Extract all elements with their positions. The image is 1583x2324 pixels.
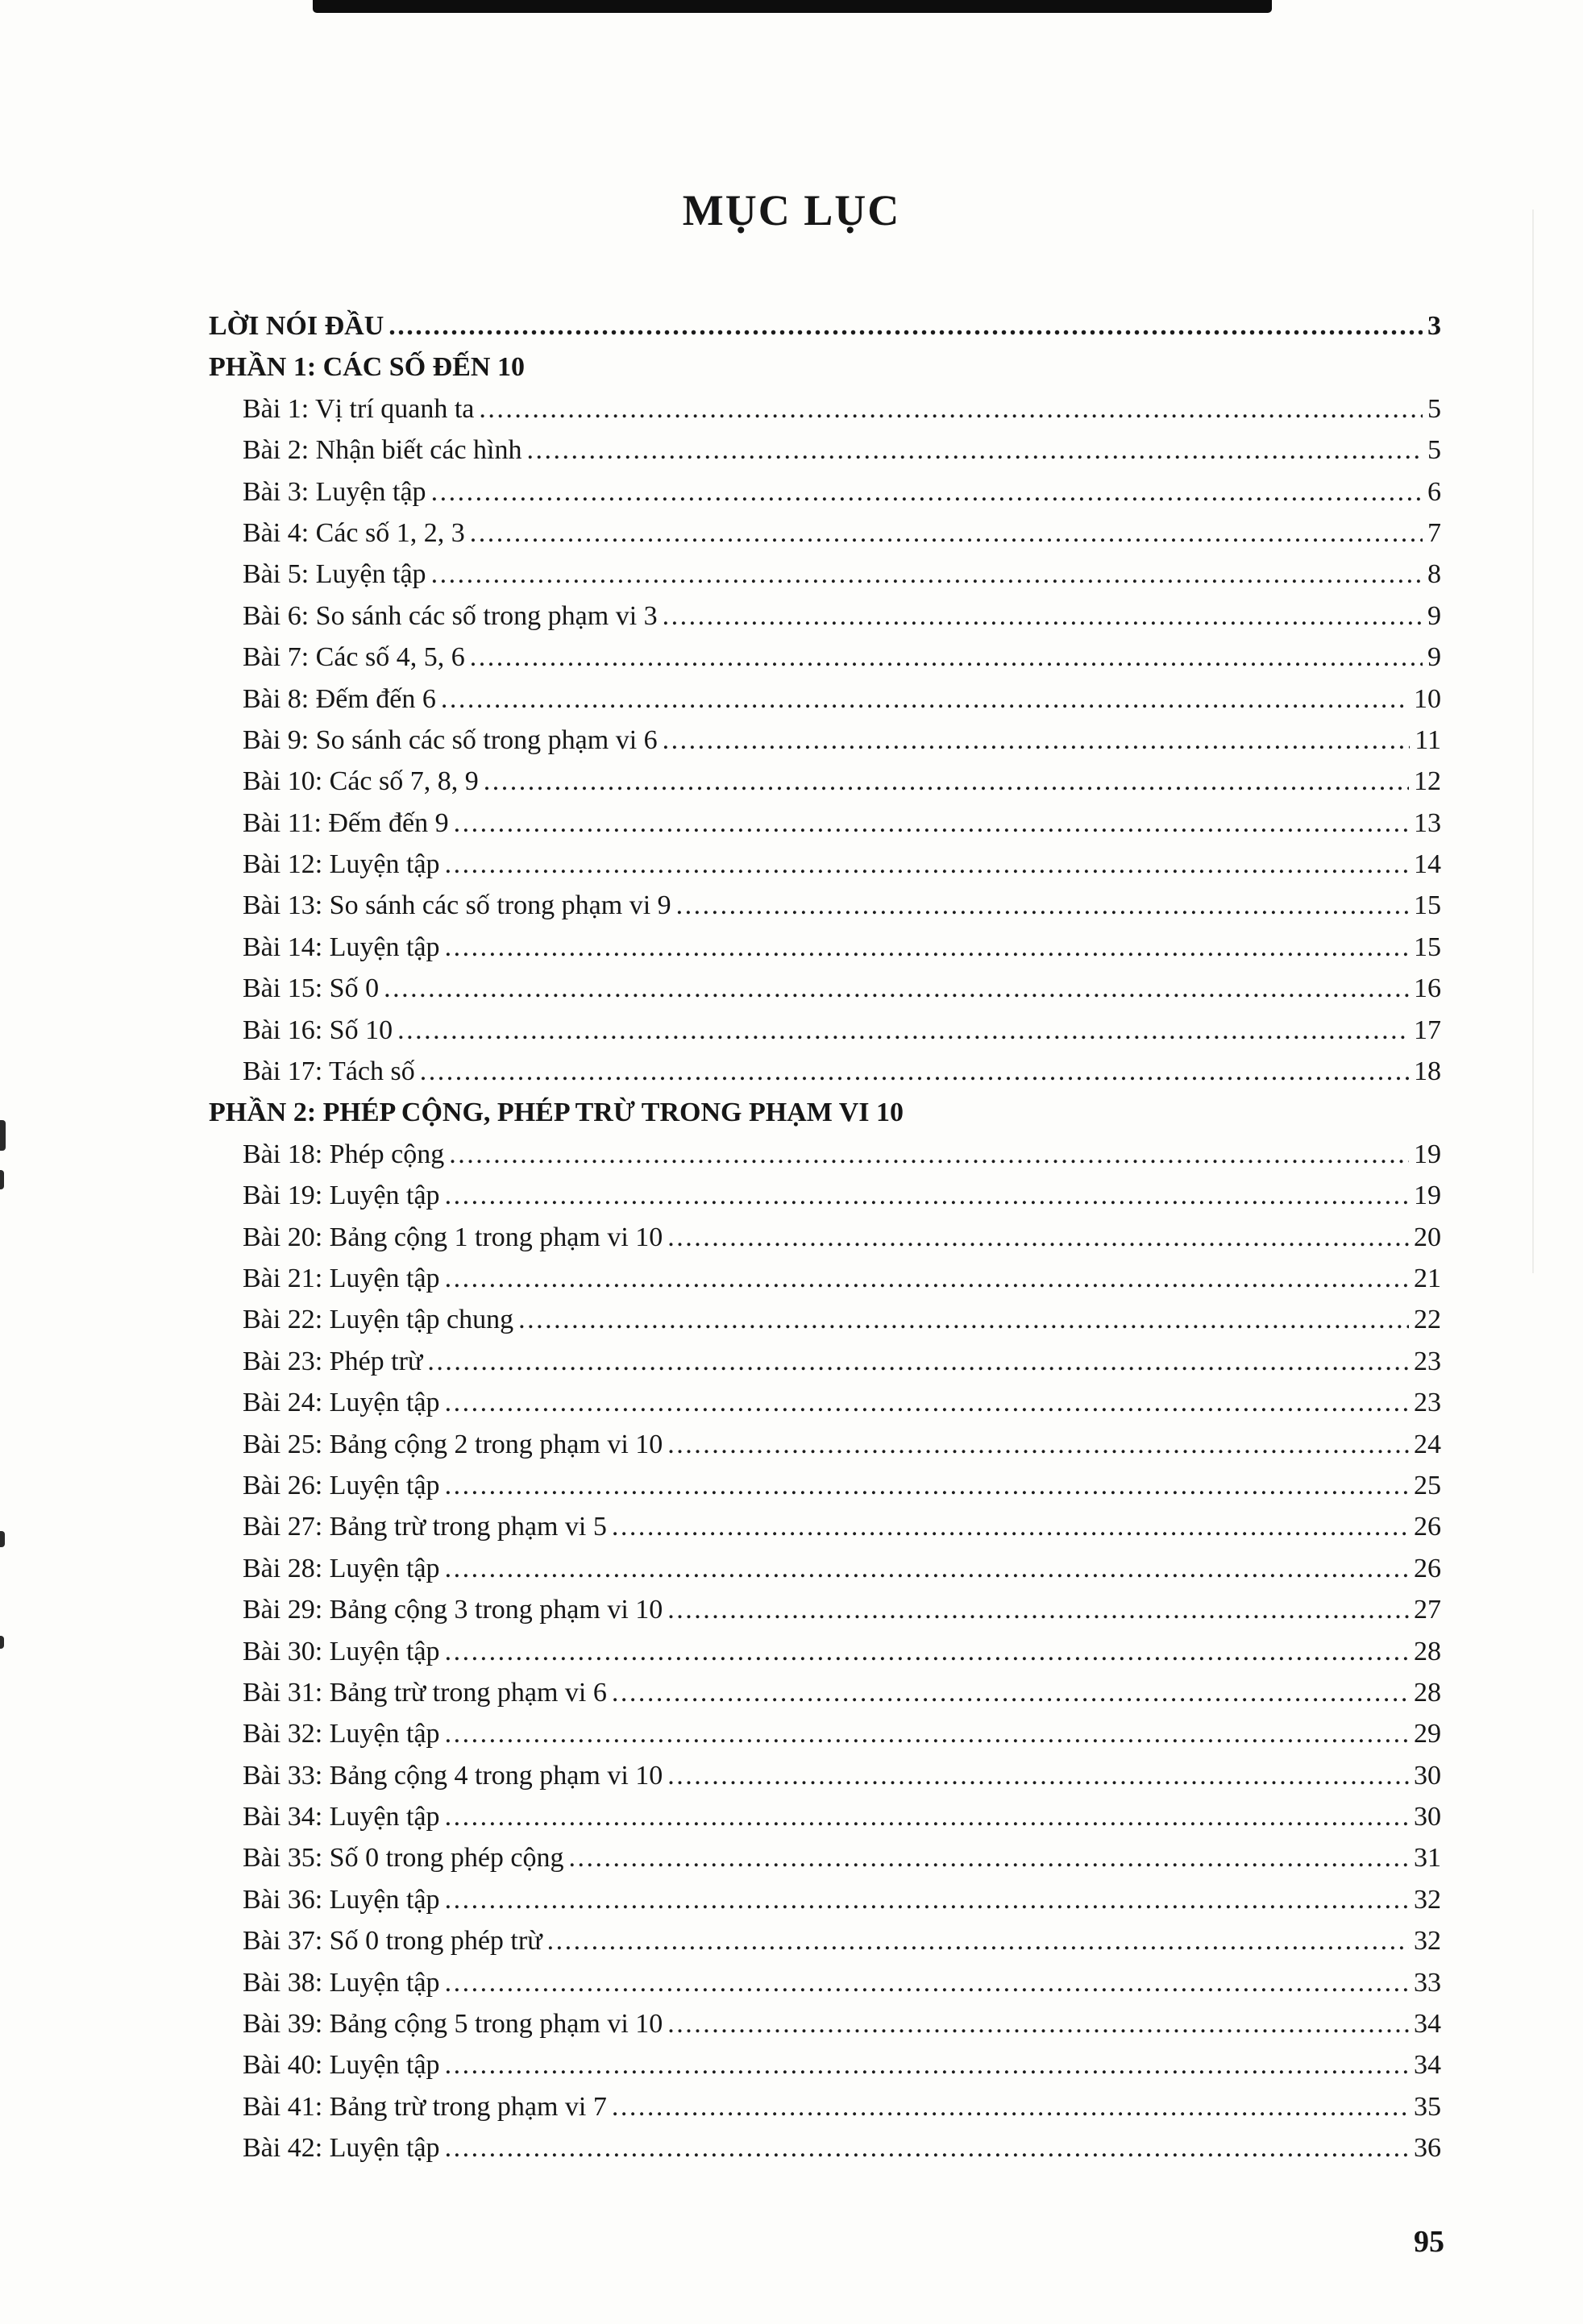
toc-row [209, 844, 1441, 885]
toc-entry-page: 8 [1427, 559, 1441, 590]
toc-dot-leader [612, 1672, 1409, 1713]
toc-entry-page: 26 [1414, 1512, 1441, 1542]
toc-entry-page: 30 [1414, 1802, 1441, 1832]
toc-row [209, 305, 1441, 347]
toc-entry-page: 13 [1414, 807, 1441, 838]
toc-row [209, 1755, 1441, 1796]
toc-dot-leader [441, 679, 1409, 720]
toc-row [209, 2086, 1441, 2127]
toc-entry-label: PHẦN 2: PHÉP CỘNG, PHÉP TRỪ TRONG PHẠM VI 10 [209, 1098, 904, 1128]
toc-entry-page: 14 [1414, 849, 1441, 880]
toc-row [209, 471, 1441, 513]
toc-entry-page: 6 [1427, 476, 1441, 507]
toc-entry-label: Bài 30: Luyện tập [243, 1636, 440, 1666]
toc-entry-label: Bài 34: Luyện tập [243, 1802, 440, 1832]
toc-entry-label: Bài 19: Luyện tập [243, 1181, 440, 1211]
toc-entry-page: 23 [1414, 1388, 1441, 1418]
toc-row [209, 1092, 1441, 1133]
toc-entry-label: Bài 6: So sánh các số trong phạm vi 3 [243, 600, 658, 631]
toc-entry-page: 17 [1414, 1015, 1441, 1045]
toc-entry-page: 25 [1414, 1470, 1441, 1500]
toc-entry-label: Bài 1: Vị trí quanh ta [243, 393, 475, 424]
toc-entry-page: 24 [1414, 1429, 1441, 1459]
toc-row [209, 1589, 1441, 1630]
toc-dot-leader [445, 2044, 1409, 2085]
toc-dot-leader [445, 1713, 1409, 1754]
toc-entry-page: 10 [1414, 683, 1441, 714]
toc-dot-leader [667, 1589, 1409, 1630]
toc-row [209, 968, 1441, 1009]
toc-entry-page: 29 [1414, 1719, 1441, 1749]
toc-row [209, 1837, 1441, 1878]
toc-entry-page: 27 [1414, 1595, 1441, 1625]
toc-entry-label: Bài 39: Bảng cộng 5 trong phạm vi 10 [243, 2009, 663, 2040]
toc-entry-page: 9 [1427, 642, 1441, 673]
toc-entry-page: 3 [1427, 311, 1441, 341]
toc-row [209, 1465, 1441, 1506]
toc-dot-leader [667, 1755, 1409, 1796]
toc-entry-page: 32 [1414, 1884, 1441, 1915]
toc-row [209, 1382, 1441, 1423]
toc-entry-label: Bài 32: Luyện tập [243, 1719, 440, 1749]
toc-dot-leader [445, 2127, 1409, 2168]
toc-dot-leader [420, 1051, 1409, 1092]
toc-dot-leader [445, 1962, 1409, 2003]
toc-dot-leader [663, 596, 1423, 637]
toc-dot-leader [667, 2003, 1409, 2044]
toc-entry-label: Bài 15: Số 0 [243, 973, 380, 1004]
toc-row [209, 2003, 1441, 2044]
toc-entry-page: 7 [1427, 517, 1441, 548]
toc-row [209, 596, 1441, 637]
toc-dot-leader [388, 305, 1423, 347]
scan-top-edge-artifact [313, 0, 1272, 13]
toc-entry-label: Bài 16: Số 10 [243, 1015, 393, 1045]
toc-entry-page: 16 [1414, 973, 1441, 1004]
table-of-contents [209, 305, 1441, 2169]
toc-row [209, 1920, 1441, 1961]
toc-entry-label: Bài 35: Số 0 trong phép cộng [243, 1843, 564, 1874]
toc-entry-label: Bài 13: So sánh các số trong phạm vi 9 [243, 890, 671, 921]
toc-row [209, 388, 1441, 430]
toc-row [209, 1796, 1441, 1837]
toc-entry-label: Bài 8: Đếm đến 6 [243, 683, 436, 714]
toc-dot-leader [470, 513, 1423, 554]
toc-entry-page: 34 [1414, 2050, 1441, 2081]
toc-dot-leader [667, 1424, 1409, 1465]
toc-dot-leader [612, 1506, 1409, 1547]
toc-entry-page: 19 [1414, 1139, 1441, 1169]
toc-row [209, 1631, 1441, 1672]
scan-left-edge-mark [0, 1636, 4, 1649]
toc-row [209, 885, 1441, 926]
toc-entry-page: 35 [1414, 2091, 1441, 2122]
toc-entry-label: Bài 7: Các số 4, 5, 6 [243, 642, 465, 673]
toc-entry-label: Bài 20: Bảng cộng 1 trong phạm vi 10 [243, 1222, 663, 1252]
toc-row [209, 1506, 1441, 1547]
toc-row [209, 2127, 1441, 2168]
toc-dot-leader [527, 430, 1423, 471]
toc-entry-label: Bài 23: Phép trừ [243, 1346, 423, 1376]
toc-entry-label: Bài 28: Luyện tập [243, 1553, 440, 1583]
toc-entry-label: Bài 26: Luyện tập [243, 1470, 440, 1500]
toc-row [209, 637, 1441, 678]
toc-row [209, 803, 1441, 844]
toc-row [209, 2044, 1441, 2085]
toc-dot-leader [445, 1382, 1409, 1423]
toc-dot-leader [445, 1548, 1409, 1589]
toc-row [209, 1299, 1441, 1340]
toc-dot-leader [427, 1341, 1409, 1382]
toc-row [209, 1217, 1441, 1258]
toc-entry-label: Bài 14: Luyện tập [243, 932, 440, 962]
toc-entry-label: Bài 10: Các số 7, 8, 9 [243, 766, 479, 797]
page-title: MỤC LỤC [682, 186, 901, 234]
toc-dot-leader [449, 1134, 1409, 1175]
toc-row [209, 430, 1441, 471]
toc-row [209, 720, 1441, 761]
toc-entry-label: LỜI NÓI ĐẦU [209, 311, 384, 341]
toc-entry-page: 34 [1414, 2009, 1441, 2040]
toc-entry-page: 30 [1414, 1760, 1441, 1791]
toc-entry-label: Bài 22: Luyện tập chung [243, 1305, 514, 1335]
toc-row [209, 679, 1441, 720]
toc-entry-label: Bài 38: Luyện tập [243, 1967, 440, 1998]
toc-dot-leader [667, 1217, 1409, 1258]
toc-entry-label: Bài 41: Bảng trừ trong phạm vi 7 [243, 2091, 607, 2122]
toc-entry-page: 5 [1427, 435, 1441, 466]
toc-row [209, 1175, 1441, 1216]
toc-entry-label: Bài 5: Luyện tập [243, 559, 426, 590]
toc-entry-page: 23 [1414, 1346, 1441, 1376]
toc-entry-label: Bài 21: Luyện tập [243, 1263, 440, 1293]
toc-row [209, 1341, 1441, 1382]
toc-dot-leader [518, 1299, 1409, 1340]
toc-entry-page: 28 [1414, 1636, 1441, 1666]
toc-dot-leader [431, 471, 1423, 513]
toc-entry-label: Bài 3: Luyện tập [243, 476, 426, 507]
toc-entry-page: 26 [1414, 1553, 1441, 1583]
toc-entry-label: Bài 12: Luyện tập [243, 849, 440, 880]
toc-dot-leader [454, 803, 1409, 844]
toc-dot-leader [445, 1796, 1409, 1837]
toc-row [209, 1879, 1441, 1920]
toc-entry-page: 36 [1414, 2133, 1441, 2164]
toc-dot-leader [479, 388, 1423, 430]
toc-entry-label: Bài 36: Luyện tập [243, 1884, 440, 1915]
page-number: 95 [1414, 2225, 1444, 2259]
toc-row [209, 1258, 1441, 1299]
toc-entry-page: 32 [1414, 1926, 1441, 1957]
toc-entry-label: Bài 27: Bảng trừ trong phạm vi 5 [243, 1512, 607, 1542]
toc-entry-page: 20 [1414, 1222, 1441, 1252]
toc-entry-label: Bài 11: Đếm đến 9 [243, 807, 449, 838]
toc-row [209, 1962, 1441, 2003]
toc-entry-page: 33 [1414, 1967, 1441, 1998]
toc-entry-label: PHẦN 1: CÁC SỐ ĐẾN 10 [209, 352, 525, 383]
toc-entry-label: Bài 25: Bảng cộng 2 trong phạm vi 10 [243, 1429, 663, 1459]
toc-dot-leader [445, 927, 1409, 968]
toc-dot-leader [445, 1175, 1409, 1216]
toc-dot-leader [397, 1010, 1409, 1051]
toc-dot-leader [663, 720, 1411, 761]
toc-dot-leader [445, 1258, 1409, 1299]
toc-row [209, 1134, 1441, 1175]
toc-entry-page: 15 [1414, 932, 1441, 962]
toc-dot-leader [470, 637, 1423, 678]
toc-row [209, 1672, 1441, 1713]
scan-left-edge-mark [0, 1170, 4, 1189]
toc-dot-leader [445, 844, 1409, 885]
toc-entry-label: Bài 18: Phép cộng [243, 1139, 445, 1169]
toc-entry-label: Bài 24: Luyện tập [243, 1388, 440, 1418]
toc-entry-page: 5 [1427, 393, 1441, 424]
toc-entry-label: Bài 4: Các số 1, 2, 3 [243, 517, 465, 548]
toc-entry-page: 11 [1415, 724, 1441, 755]
toc-dot-leader [445, 1879, 1409, 1920]
toc-row [209, 513, 1441, 554]
toc-entry-label: Bài 42: Luyện tập [243, 2133, 440, 2164]
toc-entry-page: 15 [1414, 890, 1441, 921]
toc-dot-leader [431, 554, 1423, 595]
toc-dot-leader [547, 1920, 1409, 1961]
toc-row [209, 927, 1441, 968]
toc-row [209, 347, 1441, 388]
toc-entry-page: 9 [1427, 600, 1441, 631]
toc-entry-page: 22 [1414, 1305, 1441, 1335]
toc-entry-label: Bài 9: So sánh các số trong phạm vi 6 [243, 724, 658, 755]
toc-entry-label: Bài 29: Bảng cộng 3 trong phạm vi 10 [243, 1595, 663, 1625]
toc-entry-page: 31 [1414, 1843, 1441, 1874]
toc-dot-leader [384, 968, 1409, 1009]
toc-entry-label: Bài 40: Luyện tập [243, 2050, 440, 2081]
toc-dot-leader [612, 2086, 1409, 2127]
scan-left-edge-mark [0, 1531, 5, 1547]
toc-entry-label: Bài 2: Nhận biết các hình [243, 435, 522, 466]
toc-dot-leader [569, 1837, 1409, 1878]
scan-right-edge-line [1532, 210, 1534, 1273]
toc-entry-page: 28 [1414, 1677, 1441, 1708]
toc-dot-leader [484, 761, 1409, 802]
toc-entry-page: 19 [1414, 1181, 1441, 1211]
toc-entry-page: 12 [1414, 766, 1441, 797]
toc-entry-label: Bài 31: Bảng trừ trong phạm vi 6 [243, 1677, 607, 1708]
toc-entry-label: Bài 33: Bảng cộng 4 trong phạm vi 10 [243, 1760, 663, 1791]
toc-row [209, 1548, 1441, 1589]
toc-row [209, 554, 1441, 595]
toc-dot-leader [445, 1631, 1409, 1672]
toc-row [209, 1713, 1441, 1754]
toc-row [209, 1010, 1441, 1051]
toc-entry-page: 18 [1414, 1056, 1441, 1087]
toc-row [209, 1051, 1441, 1092]
scan-left-edge-mark [0, 1120, 6, 1151]
toc-entry-label: Bài 17: Tách số [243, 1056, 415, 1087]
toc-entry-page: 21 [1414, 1263, 1441, 1293]
toc-row [209, 761, 1441, 802]
toc-dot-leader [676, 885, 1409, 926]
toc-row [209, 1424, 1441, 1465]
toc-dot-leader [445, 1465, 1409, 1506]
toc-entry-label: Bài 37: Số 0 trong phép trừ [243, 1926, 542, 1957]
